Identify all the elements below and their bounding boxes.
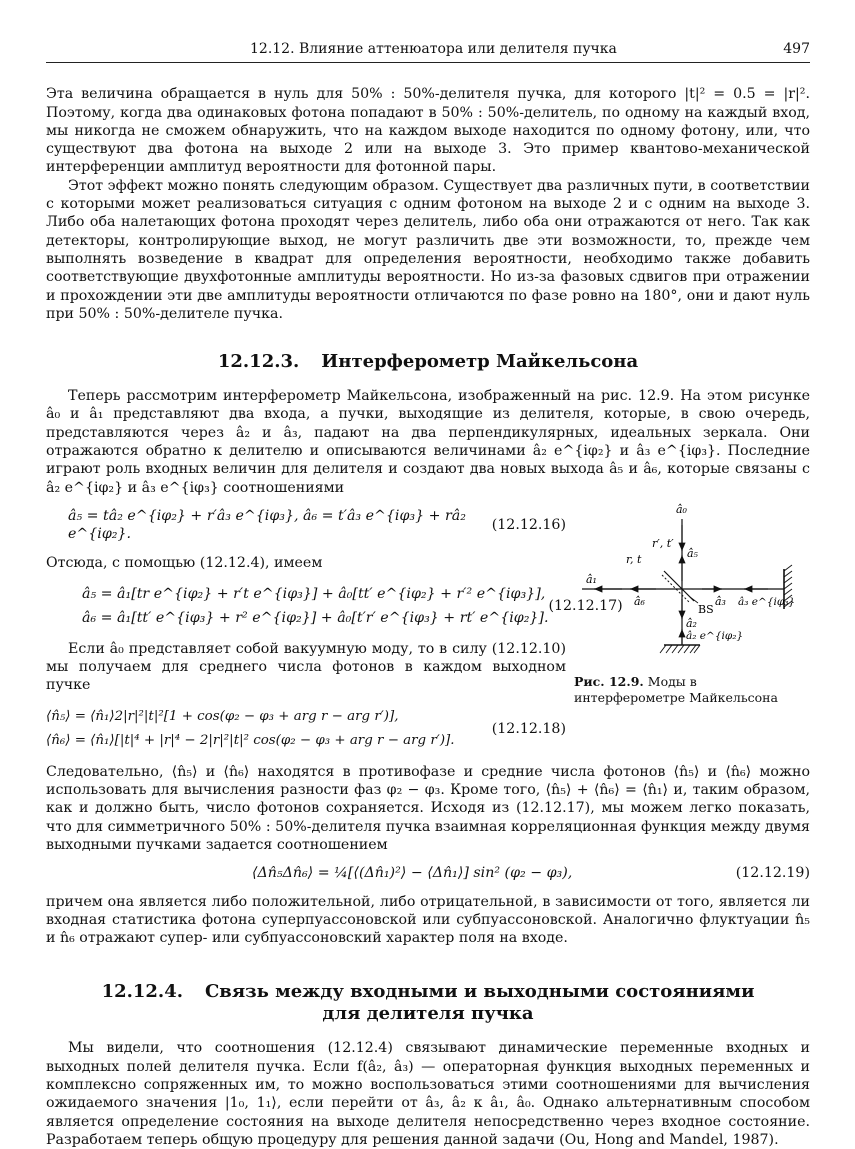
equation-number: (12.12.18) [491, 720, 566, 737]
beam-splitter [664, 571, 694, 601]
equation-number: (12.12.19) [735, 865, 810, 882]
paragraph-4: Отсюда, с помощью (12.12.4), имеем [46, 554, 323, 571]
section-number: 12.12.3. [217, 351, 300, 373]
section-title: Связь между входными и выходными состояниями [204, 981, 755, 1003]
header-rule [46, 62, 810, 63]
paragraph-7: причем она является либо положительной, либо отрицательной, в зависимости от того, является ли входная статистика фотона суперпуассоновской или субпуассоновской. Аналогично флуктуации n̂₅ и n̂₆ отражают супер- или субпуассоновский характер поля на входе. [46, 893, 810, 947]
equation-12-12-17 [46, 582, 623, 630]
equation-12-12-16 [46, 507, 566, 544]
section-number: 12.12.4. [101, 981, 183, 1003]
paragraph-3: Теперь рассмотрим интерферометр Майкельсона, изображенный на рис. 12.9. На этом рисунке â₀ и â₁ представляют два входа, а пучки, выходящие из делителя, которые, в свою очередь, представляются через â₂ и â₃, падают на два перпендикулярных, идеальных зеркала. Они отражаются обратно к делителю и описываются величинами â₂ e^{iφ₂} и â₃ e^{iφ₃}. Последние играют роль входных величин для делителя и создают два новых выхода â₅ и â₆, которые связаны с â₂ e^{iφ₂} и â₃ e^{iφ₃} соотношениями [46, 388, 810, 496]
equations-with-figure [46, 497, 810, 763]
equation-number: (12.12.17) [548, 597, 623, 614]
label-bs: BS [698, 602, 714, 616]
caption-label: Рис. 12.9. [574, 674, 644, 690]
section-title-line2: для делителя пучка [322, 1003, 534, 1025]
label-a0: â₀ [676, 502, 687, 516]
header-title: 12.12. Влияние аттенюатора или делителя пучка [250, 41, 617, 57]
bs-pointer [690, 597, 698, 603]
running-header [46, 40, 810, 62]
equation-body: â₅ = tâ₂ e^{iφ₂} + r′â₃ e^{iφ₃}, â₆ = t′â₃ e^{iφ₃} + râ₂ e^{iφ₂}. [68, 507, 466, 543]
equation-12-12-19 [46, 864, 810, 882]
paragraph-6: Следовательно, ⟨n̂₅⟩ и ⟨n̂₆⟩ находятся в противофазе и средние числа фотонов ⟨n̂₅⟩ и ⟨n̂₆⟩ можно использовать для вычисления разности фаз φ₂ − φ₃. Кроме того, ⟨n̂₅⟩ + ⟨n̂₆⟩ = ⟨n̂₁⟩ и, таким образом, как и должно быть, число фотонов сохраняется. Исходя из (12.12.17), мы можем легко показать, что для симметричного 50% : 50%-делителя пучка взаимная корреляционная функция между двумя выходными пучками задается соотношением [46, 763, 810, 853]
label-a1: â₁ [586, 572, 597, 586]
paragraph-2: Этот эффект можно понять следующим образом. Существует два различных пути, в соответствии с которыми может реализоваться ситуация с одним фотоном на выходе 2 и с одним на выходе 3. Либо оба налетающих фотона проходят через делитель, либо оба они отражаются от него. Так как детекторы, контролирующие выход, не могут различить две эти возможности, то, прежде чем выполнять возведение в квадрат для определения вероятности, необходимо также добавить соответствующие двухфотонные амплитуды вероятности. Но из-за фазовых сдвигов при отражении и прохождении эти две амплитуды вероятности отличаются по фазе ровно на 180°, они и дают нуль при 50% : 50%-делителе пучка. [46, 177, 810, 322]
paragraph-8: Мы видели, что соотношения (12.12.4) связывают динамические переменные входных и выходных полей делителя пучка. Если f(â₂, â₃) — операторная функция выходных переменных и комплексно сопряженных им, то можно воспользоваться этими соотношениями для вычисления ожидаемого значения |1₀, 1₁⟩, если перейти от â₃, â₂ к â₁, â₀. Однако альтернативным способом является определение состояния на выходе делителя непосредственно через входное состояние. Разработаем теперь общую процедуру для решения данной задачи (Ou, Hong and Mandel, 1987). [46, 1040, 810, 1148]
paragraph-5: Если â₀ представляет собой вакуумную моду, то в силу (12.12.10) мы получаем для среднего числа фотонов в каждом выходном пучке [46, 640, 566, 694]
label-rt: r, t [626, 552, 642, 566]
label-a5: â₅ [687, 546, 698, 560]
label-a3-phase: â₃ e^{iφ₃} [738, 595, 796, 608]
equation-line: ⟨n̂₅⟩ = ⟨n̂₁⟩2|r|²|t|²[1 + cos(φ₂ − φ₃ + arg r − arg r′)], [46, 708, 399, 724]
figure-caption [574, 674, 810, 706]
caption-text: Моды в интерферометре Майкельсона [574, 674, 778, 706]
page-number: 497 [783, 41, 810, 57]
label-rt-prime: r′, t′ [652, 536, 674, 550]
equation-number: (12.12.16) [491, 517, 566, 534]
paragraph-1: Эта величина обращается в нуль для 50% : 50%-делителя пучка, для которого |t|² = 0.5 = |r|². Поэтому, когда два одинаковых фотона попадают в 50% : 50%-делитель, по одному на каждый вход, мы никогда не сможем обнаружить, что на каждом выходе находится по одному фотону, или, что существуют два фотона на выходе 2 или на выходе 3. Это пример квантово-механической интерференции амплитуд вероятности для фотонной пары. [46, 86, 810, 176]
page [46, 40, 810, 1149]
section-title: Интерферометр Майкельсона [321, 351, 639, 373]
section-heading-12-12-4 [46, 981, 810, 1025]
equation-12-12-18 [46, 705, 566, 753]
equation-line: ⟨n̂₆⟩ = ⟨n̂₁⟩[|t|⁴ + |r|⁴ − 2|r|²|t|² cos(φ₂ − φ₃ + arg r − arg r′)]. [46, 732, 455, 748]
label-a2-phase: â₂ e^{iφ₂} [686, 629, 744, 642]
equation-line: â₅ = â₁[tr e^{iφ₂} + r′t e^{iφ₃}] + â₀[tt′ e^{iφ₂} + r′² e^{iφ₃}], [82, 585, 546, 602]
equation-body: ⟨Δn̂₅Δn̂₆⟩ = ¼[⟨(Δn̂₁)²⟩ − ⟨Δn̂₁⟩] sin² (φ₂ − φ₃), [252, 865, 573, 882]
section-heading-12-12-3 [46, 351, 810, 373]
michelson-diagram [572, 497, 808, 667]
label-a2: â₂ [686, 616, 697, 630]
equation-line: â₆ = â₁[tt′ e^{iφ₃} + r² e^{iφ₂}] + â₀[t′r′ e^{iφ₃} + rt′ e^{iφ₂}]. [82, 609, 549, 626]
label-a6: â₆ [634, 594, 645, 608]
label-a3: â₃ [715, 594, 726, 608]
figure-12-9 [566, 497, 810, 763]
bottom-mirror-hatch [660, 645, 700, 653]
